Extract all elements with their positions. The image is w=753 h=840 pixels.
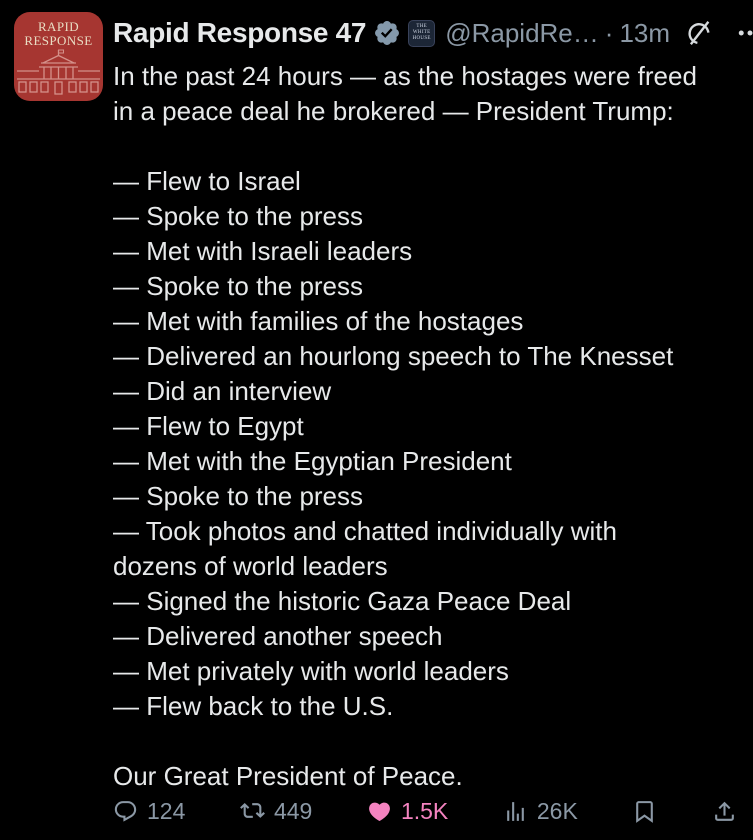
tweet-text-line: — Spoke to the press (113, 481, 364, 511)
tweet-text-line: — Met with families of the hostages (113, 306, 524, 336)
tweet-text-line: — Delivered another speech (113, 621, 443, 651)
like-button[interactable] (367, 799, 448, 824)
bookmark-button[interactable] (632, 799, 657, 824)
share-upload-icon (712, 799, 737, 824)
tweet-text-line: — Met privately with world leaders (113, 656, 509, 686)
tweet-action-bar (113, 799, 737, 824)
tweet-text-line: — Flew back to the U.S. (113, 691, 394, 721)
view-count: 26K (536, 798, 578, 824)
timestamp[interactable]: 13m (619, 17, 671, 48)
tweet-text-line: — Delivered an hourlong speech to The Knesset (113, 341, 674, 371)
affiliate-badge-line: HOUSE (412, 36, 431, 41)
bookmark-icon (632, 799, 657, 824)
dot-separator: · (604, 17, 614, 48)
repost-icon (240, 799, 265, 824)
tweet-text-line: dozens of world leaders (113, 551, 388, 581)
tweet-text-line: in a peace deal he brokered — President Trump: (113, 96, 674, 126)
affiliate-badge-line: THE (416, 24, 428, 29)
avatar-wordmark-line2: RESPONSE (24, 33, 93, 48)
tweet-text-line: — Met with the Egyptian President (113, 446, 512, 476)
tweet-text-line: — Signed the historic Gaza Peace Deal (113, 586, 572, 616)
tweet-text-line (113, 724, 737, 759)
repost-count: 449 (273, 798, 313, 824)
verified-badge-icon (373, 19, 401, 47)
tweet-text-line: — Spoke to the press (113, 201, 364, 231)
share-button[interactable] (712, 799, 737, 824)
tweet-text-line: — Flew to Israel (113, 166, 301, 196)
tweet-text-line: — Spoke to the press (113, 271, 364, 301)
reply-count: 124 (147, 798, 186, 824)
views-button[interactable] (503, 799, 578, 824)
tweet-text-line (113, 129, 737, 164)
tweet-text-line: Our Great President of Peace. (113, 761, 463, 791)
tweet-text-line: — Took photos and chatted individually with (113, 516, 617, 546)
author-handle[interactable]: @RapidRe… (445, 17, 599, 48)
avatar[interactable] (14, 12, 103, 101)
affiliate-badge-line: WHITE (412, 30, 431, 35)
white-house-affiliate-badge[interactable] (408, 20, 435, 47)
author-name[interactable]: Rapid Response 47 (113, 17, 367, 48)
tweet-header (113, 12, 737, 54)
tweet-body (113, 59, 737, 794)
tweet-text-line: — Met with Israeli leaders (113, 236, 413, 266)
avatar-wordmark (24, 20, 92, 48)
tweet-text-line: — Did an interview (113, 376, 332, 406)
reply-button[interactable] (113, 799, 185, 824)
white-house-illustration (16, 49, 101, 95)
grok-icon[interactable] (684, 18, 714, 48)
repost-button[interactable] (240, 799, 312, 824)
heart-icon (367, 799, 392, 824)
avatar-wordmark-line1: RAPID (37, 19, 79, 34)
reply-icon (113, 799, 138, 824)
tweet-text-line: In the past 24 hours — as the hostages were freed (113, 61, 697, 91)
more-options-icon[interactable] (735, 18, 753, 48)
handle-group (445, 18, 670, 49)
tweet-text-line: — Flew to Egypt (113, 411, 304, 441)
like-count: 1.5K (400, 798, 449, 824)
views-bar-chart-icon (503, 799, 528, 824)
